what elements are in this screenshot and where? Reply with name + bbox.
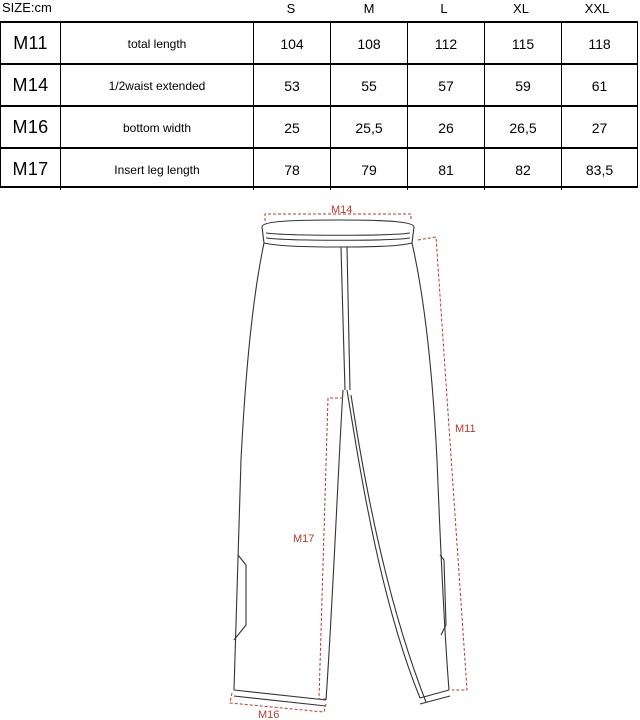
size-value: 27 — [591, 119, 608, 136]
size-value: 53 — [254, 65, 331, 106]
size-value: 26 — [408, 107, 485, 148]
inseam-dimension-label: M17 — [293, 533, 315, 545]
size-value: 55 — [331, 65, 408, 106]
size-value: 81 — [408, 149, 485, 190]
size-header-xxl: XXL — [584, 1, 610, 16]
size-value: 79 — [331, 149, 408, 190]
size-value: 57 — [408, 65, 485, 106]
measure-label: bottom width — [61, 107, 254, 148]
size-value: 115 — [485, 23, 562, 64]
measure-label: total length — [61, 23, 254, 64]
table-row — [1, 65, 639, 106]
size-header-l: L — [440, 1, 448, 16]
dimension-lines — [230, 214, 467, 712]
size-value: 112 — [408, 23, 485, 64]
size-header-m: M — [363, 1, 375, 16]
size-value: 82 — [485, 149, 562, 190]
pants-measurement-diagram — [0, 195, 640, 720]
size-header-xl: XL — [513, 1, 529, 16]
size-value: 26,5 — [485, 107, 562, 148]
measure-code: M17 — [1, 149, 61, 190]
table-row — [1, 107, 639, 148]
size-value: 59 — [485, 65, 562, 106]
size-value: 118 — [588, 35, 611, 52]
measure-label: Insert leg length — [61, 149, 254, 190]
pants-outline — [234, 220, 450, 706]
size-value: 78 — [254, 149, 331, 190]
table-row — [1, 23, 639, 64]
size-table-grid — [0, 21, 638, 188]
measure-label: 1/2waist extended — [61, 65, 254, 106]
size-value: 25,5 — [331, 107, 408, 148]
measure-code: M16 — [1, 107, 61, 148]
measure-code: M14 — [1, 65, 61, 106]
size-value: 104 — [254, 23, 331, 64]
table-row — [1, 149, 639, 190]
waist-dimension-label: M14 — [331, 204, 353, 216]
size-value: 25 — [254, 107, 331, 148]
size-value: 83,5 — [585, 161, 614, 178]
size-unit-title: SIZE:cm — [2, 0, 52, 15]
size-header-s: S — [286, 1, 296, 16]
size-value: 108 — [331, 23, 408, 64]
bottom-width-dimension-label: M16 — [258, 709, 280, 720]
size-value: 61 — [591, 77, 608, 94]
total-length-dimension-label: M11 — [455, 423, 476, 435]
measure-code: M11 — [1, 23, 61, 64]
